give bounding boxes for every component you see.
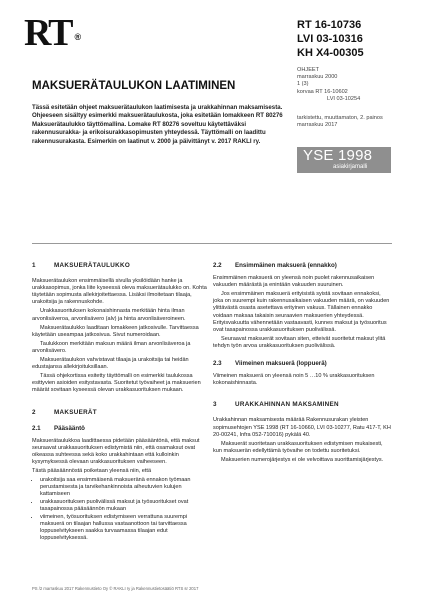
- paragraph: Tässä ohjekortissa esitetty täyttömalli on esimerkki taulukossa esittyvien asioiden esitystavasta. Suoritetut työvaiheet ja maksuerien määrät sovitaan kyseessä olevan urakkasuorituksen mukaan.: [32, 373, 201, 394]
- paragraph: Jos ensimmäinen maksuerä erityisistä syistä sovitaan ennakoksi, joka on suurempi kuin rakennusaikaisen vakuuden määrä, on vakuuden ylittävästä osasta asetettava erityinen vakuus. Tällainen ennakko voidaan maksaa takaisin seuraavien maksuerien yhteydessä. Erityisvakuutta vähennetään vastaavasti, kunnes maksut ja työsuoritus ovat tasapainossa urakkasuorituksen puolivälissä.: [213, 291, 390, 333]
- section-2-1-heading: 2.1 Pääsääntö: [32, 424, 85, 432]
- yse-badge-title: YSE 1998: [303, 147, 373, 164]
- paragraph: Maksuerätaulukon vahvistavat tilaaja ja urakoitsija tai heidän edustajansa allekirjoituksillaan.: [32, 357, 189, 371]
- section-2-2-heading: 2.2 Ensimmäinen maksuerä (ennakko): [213, 262, 337, 269]
- code-rt: RT 16-10736: [297, 19, 362, 31]
- list-item: • viimeinen, työsuorituksen edistymiseen verrattuna suurempi maksuerä on tilaajan hallussa vastaanottoon tai tarvittaessa loppuselvitykseen saakka turvaamassa tilaajan edut loppuselvityksessä.: [40, 514, 210, 542]
- intro-paragraph: Tässä esitetään ohjeet maksuerätaulukon laatimisesta ja urakkahinnan maksamisesta. Ohjeeseen sisältyy esimerkki maksuerätaulukosta, joka esitetään lomakkeen RT 80276 Maksuerätaulukko täyttömallina. Lomake RT 80276 soveltuu käytettäväksi rakennusurakka- ja erikoisurakkasopimusten yhteydessä. Täyttömalli on laadittu rakennusurakasta. Esimerkin on laatinut v. 2000 ja päivittänyt v. 2017 RAKLI ry.: [32, 104, 283, 145]
- doc-replaces: korvaa RT 16-10602: [297, 88, 348, 95]
- section-2-3-heading: 2.3 Viimeinen maksuerä (loppuerä): [213, 360, 327, 368]
- paragraph: Seuraavat maksuerät sovitaan siten, etteivät suoritetut maksut ylitä tehdyn työn arvoa urakkasuorituksen puolivälissä.: [213, 335, 386, 349]
- document-codes: [297, 18, 364, 60]
- paragraph: Taulukkoon merkitään maksun määrä ilman arvonlisäveroa ja arvonlisävero.: [32, 340, 191, 354]
- section-2-heading: 2 MAKSUERÄT: [32, 408, 97, 416]
- list-item: • urakkasuorituksen puolivälissä maksut ja työsuoritukset ovat tasapainossa pääsäännön mukaan: [40, 499, 210, 513]
- section-3-heading: 3 URAKKAHINNAN MAKSAMINEN: [213, 401, 339, 409]
- exception-list: [32, 477, 210, 542]
- paragraph: Tästä pääsäännöstä poiketaan yleensä niin, että: [32, 468, 152, 475]
- paragraph: Maksuerätaulukon ensimmäisellä sivulla yksilöidään hanke ja urakkasopimus, jonka liite kyseessä oleva maksuerätaulukko on. Kohta täytetään sopimusta allekirjoitettaessa. Lisäksi ilmoitetaan tilaaja, urakoitsija ja rakennuskohde.: [32, 278, 207, 306]
- paragraph: Maksuerätaulukkoa laadittaessa pidetään pääsääntönä, että maksut seuraavat urakkasuorituksen edistymistä niin, että osamaksut ovat oikeassa suhteessa sekä koko urakkahintaan että kulloinkin kysymyksessä olevaan urakkasuorituksen vaiheeseen.: [32, 437, 200, 465]
- footer: PS /2 marraskuu 2017 Rakennustieto Oy © RAKLI ry ja Rakennustietosäätiö RTS sr 2017: [32, 586, 199, 591]
- section-divider: [32, 243, 392, 244]
- paragraph: Urakkasuorituksen kokonaishinnasta merkitään hinta ilman arvonlisäveroa, arvonlisävero (alv) ja hinta arvonlisäveroineen.: [32, 308, 186, 322]
- yse-badge: [297, 147, 391, 173]
- code-lvi: LVI 03-10316: [297, 33, 363, 45]
- rt-logo: RT ®: [24, 12, 82, 54]
- doc-revision-note: tarkistettu, muuttamaton, 2. painos: [297, 115, 383, 122]
- doc-revision-date: marraskuu 2017: [297, 122, 338, 129]
- list-item: • urakoitsija saa ensimmäisenä maksueränä ennakon työmaan perustamisesta ja tarvikehankinnoista aiheutuvien kulujen kattamiseen: [40, 477, 210, 498]
- code-kh: KH X4-00305: [297, 47, 364, 59]
- yse-badge-subtitle: asiakirjamalli: [333, 164, 368, 170]
- document-metadata: [297, 67, 415, 129]
- paragraph: Maksuerien numerojärjestys ei ole velvoittava suorittamisjärjestys.: [221, 456, 384, 463]
- page-title: MAKSUERÄTAULUKON LAATIMINEN: [32, 80, 236, 92]
- doc-type: OHJEET: [297, 67, 320, 73]
- right-column: [213, 262, 391, 466]
- paragraph: Ensimmäinen maksuerä on yleensä noin puolet rakennusaikaisen vakuuden määrästä ja enintään vakuuden suuruinen.: [213, 275, 375, 289]
- section-1-heading: 1 MAKSUERÄTAULUKKO: [32, 262, 131, 269]
- paragraph: Maksuerätaulukko laaditaan lomakkeen jatkosivulle. Tarvittaessa käytetään useampaa jatkosivua. Sivut numeroidaan.: [32, 324, 199, 338]
- paragraph: Viimeinen maksuerä on yleensä noin 5 …10 % urakkasuorituksen kokonaishinnasta.: [213, 373, 375, 387]
- paragraph: Urakkahinnan maksamisesta määrää Rakennusurakan yleisten sopimusehtojen YSE 1998 (RT 16-10660, LVI 03-10277, Ratu 417-T, KH 20-00241, Infra 052-710016) pykälä 40.: [213, 417, 391, 438]
- doc-replaces-2: LVI 03-10254: [327, 95, 361, 102]
- doc-date: marraskuu 2000: [297, 74, 338, 81]
- doc-pages: 1 (3): [297, 81, 309, 88]
- left-column: [32, 262, 210, 543]
- paragraph: Maksuerät suoritetaan urakkasuorituksen edistymisen mukaisesti, kun maksuerän edellyttämä työvaihe on todettu suoritetuksi.: [213, 440, 383, 454]
